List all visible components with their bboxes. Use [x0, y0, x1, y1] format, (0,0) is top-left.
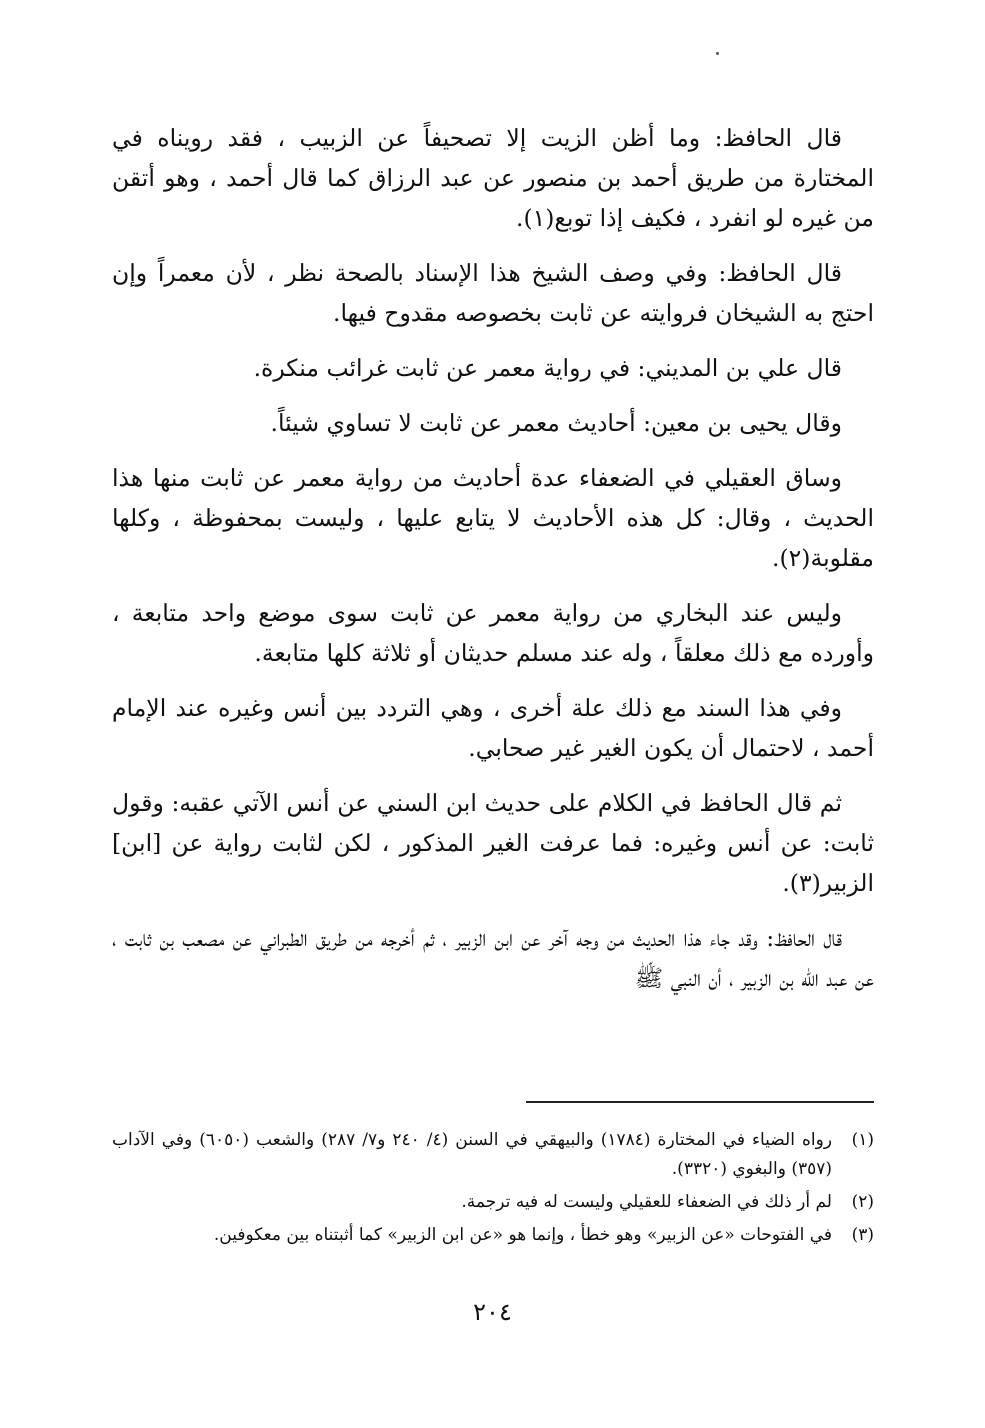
footnote-3 [112, 1221, 874, 1250]
paragraph-2: قال الحافظ: وفي وصف الشيخ هذا الإسناد بالصحة نظر ، لأن معمراً وإن احتج به الشيخان فروايته عن ثابت بخصوصه مقدوح فيها. [112, 259, 874, 327]
paragraph-6: وليس عند البخاري من رواية معمر عن ثابت سوى موضع واحد متابعة ، وأورده مع ذلك معلقاً ، وله عند مسلم حديثان أو ثلاثة كلها متابعة. [112, 599, 874, 667]
footnote-text: في الفتوحات «عن الزبير» وهو خطأ ، وإنما هو «عن ابن الزبير» كما أثبتناه بين معكوفين. [213, 1225, 832, 1245]
paragraph-7: وفي هذا السند مع ذلك علة أخرى ، وهي التردد بين أنس وغيره عند الإمام أحمد ، لاحتمال أن يكون الغير غير صحابي. [112, 694, 874, 762]
footnote-2 [112, 1188, 874, 1217]
page-number: ٢٠٤ [473, 1298, 512, 1326]
paragraph-1: قال الحافظ: وما أظن الزيت إلا تصحيفاً عن الزبيب ، فقد رويناه في المختارة من طريق أحمد بن منصور عن عبد الرزاق كما قال أحمد ، وهو أتقن من غيره لو انفرد ، فكيف إذا توبع(١). [112, 124, 874, 232]
page-speck [716, 52, 719, 55]
paragraph-5: وساق العقيلي في الضعفاء عدة أحاديث من رواية معمر عن ثابت منها هذا الحديث ، وقال: كل هذه الأحاديث لا يتابع عليها ، وليست بمحفوظة ، وكلها مقلوبة(٢). [112, 464, 874, 572]
paragraph-3: قال علي بن المديني: في رواية معمر عن ثابت غرائب منكرة. [253, 354, 842, 382]
footnote-number: (٣) [851, 1225, 874, 1245]
footnote-number: (١) [851, 1130, 874, 1150]
footnote-1 [112, 1126, 874, 1184]
paragraph-9: قال الحافظ: وقد جاء هذا الحديث من وجه آخر عن ابن الزبير ، ثم أخرجه من طريق الطبراني عن مصعب بن ثابت ، عن عبد الله بن الزبير ، أن النبي ﷺ [112, 924, 874, 992]
main-text [112, 118, 874, 998]
footnote-text: رواه الضياء في المختارة (١٧٨٤) والبيهقي في السنن (٤/ ٢٤٠ و٧/ ٢٨٧) والشعب (٦٠٥٠) وفي الآداب (٣٥٧) والبغوي (٣٣٢٠). [112, 1130, 833, 1179]
footnote-number: (٢) [851, 1192, 874, 1212]
footnote-text: لم أر ذلك في الضعفاء للعقيلي وليست له فيه ترجمة. [461, 1192, 832, 1212]
footnote-separator [526, 1101, 874, 1103]
paragraph-8: ثم قال الحافظ في الكلام على حديث ابن السني عن أنس الآتي عقبه: وقول ثابت: عن أنس وغيره: فما عرفت الغير المذكور ، لكن لثابت رواية عن [ابن] الزبير(٣). [112, 789, 874, 897]
paragraph-4: وقال يحيى بن معين: أحاديث معمر عن ثابت لا تساوي شيئاً. [270, 409, 842, 437]
footnotes [112, 1126, 874, 1254]
